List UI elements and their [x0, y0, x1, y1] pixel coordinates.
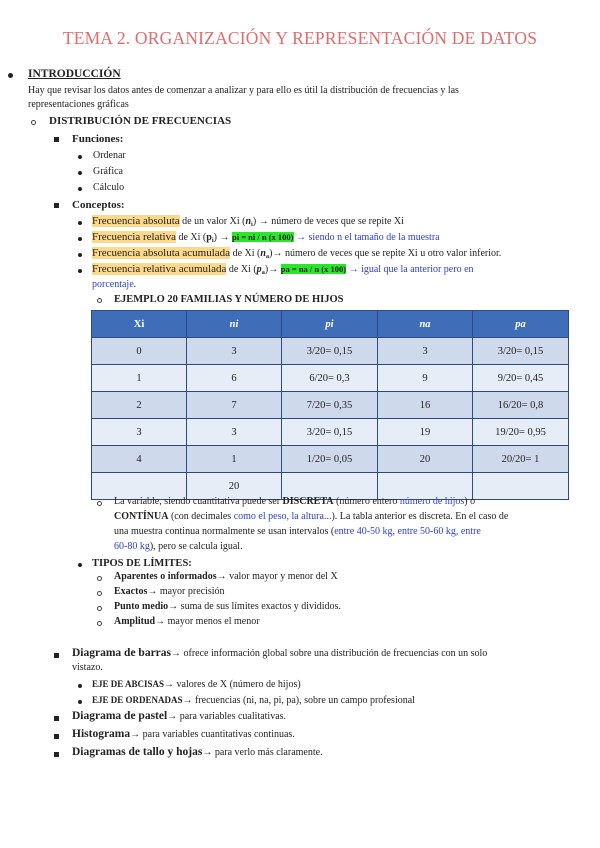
cell: 3/20= 0,15: [282, 419, 378, 446]
cell: 6/20= 0,3: [282, 365, 378, 392]
table-row: [92, 392, 569, 419]
cell: 19: [378, 419, 473, 446]
bullet: [97, 606, 102, 611]
cell: 20: [378, 446, 473, 473]
table-row: [92, 338, 569, 365]
cell: [473, 473, 569, 500]
cell: 19/20= 0,95: [473, 419, 569, 446]
limite-item: Amplitud→ mayor menos el menor: [114, 616, 260, 627]
cell: 16/20= 0,8: [473, 392, 569, 419]
bullet: [54, 752, 59, 757]
concepto-frecuencia-absoluta-acumulada: Frecuencia absoluta acumulada de Xi $(n_a)\to$ número de veces que se repite Xi u otro valor inferior.: [92, 247, 502, 260]
bullet: [97, 621, 102, 626]
funciones-heading: Funciones:: [72, 133, 124, 145]
bullet: [54, 203, 59, 208]
cell: 6: [187, 365, 282, 392]
bullet: [54, 716, 59, 721]
page-title: TEMA 2. ORGANIZACIÓN Y REPRESENTACIÓN DE DATOS: [62, 28, 538, 48]
header-pi: pi: [282, 311, 378, 338]
cell: 4: [92, 446, 187, 473]
limites-heading: TIPOS DE LÍMITES:: [92, 558, 192, 569]
concepto-line2: porcentaje.: [92, 279, 137, 290]
header-pa: pa: [473, 311, 569, 338]
bullet: [78, 269, 82, 273]
table-row: [92, 446, 569, 473]
bullet: [97, 591, 102, 596]
header-ni: ni: [187, 311, 282, 338]
bullet: [54, 137, 59, 142]
intro-heading: INTRODUCCIÓN: [28, 68, 121, 80]
example-heading: EJEMPLO 20 FAMILIAS Y NÚMERO DE HIJOS: [114, 294, 344, 305]
variable-note-line2: CONTÍNUA (con decimales como el peso, la altura...). La tabla anterior es discreta. En el caso de: [114, 511, 509, 522]
bullet: [78, 684, 82, 688]
cell: 20: [187, 473, 282, 500]
cell: 16: [378, 392, 473, 419]
cell: 3/20= 0,15: [282, 338, 378, 365]
bullet: [54, 734, 59, 739]
bullet: [78, 221, 82, 225]
bullet: [97, 576, 102, 581]
variable-note-line3: una muestra continua normalmente se usan intervalos (entre 40-50 kg, entre 50-60 kg, entre: [114, 526, 481, 537]
diagrama-barras: Diagrama de barras→ ofrece información global sobre una distribución de frecuencias con un solo: [72, 647, 488, 659]
concepto-frecuencia-relativa: Frecuencia relativa de Xi $(p_i)$ → pi = ni / n (x 100) → siendo n el tamaño de la muestra: [92, 231, 440, 244]
cell: 2: [92, 392, 187, 419]
cell: 20/20= 1: [473, 446, 569, 473]
eje-abcisas: EJE DE ABCISAS→ valores de X (número de hijos): [92, 679, 301, 690]
cell: 3: [187, 419, 282, 446]
conceptos-heading: Conceptos:: [72, 199, 125, 211]
table-row: [92, 365, 569, 392]
bullet: [78, 563, 82, 567]
bullet: [97, 298, 102, 303]
table-row: [92, 419, 569, 446]
table-header-row: [92, 311, 569, 338]
eje-ordenadas: EJE DE ORDENADAS→ frecuencias (ni, na, pi, pa), sobre un campo profesional: [92, 695, 415, 706]
bullet: [78, 171, 82, 175]
header-na: na: [378, 311, 473, 338]
variable-note-line1: La variable, siendo cuantitativa puede ser DISCRETA (número entero número de hijos) o: [114, 496, 476, 507]
cell: 3: [378, 338, 473, 365]
limite-item: Punto medio→ suma de sus límites exactos y divididos.: [114, 601, 341, 612]
diagrama-barras-line2: vistazo.: [72, 662, 103, 673]
bullet: [78, 187, 82, 191]
bullet: [78, 253, 82, 257]
concepto-frecuencia-absoluta: Frecuencia absoluta de un valor Xi $(n_i)$ → número de veces que se repite Xi: [92, 215, 404, 228]
cell: 3: [92, 419, 187, 446]
bullet: [54, 653, 59, 658]
intro-text-line1: Hay que revisar los datos antes de comenzar a analizar y para ello es útil la distribución de frecuencias y las: [28, 85, 459, 96]
concepto-frecuencia-relativa-acumulada: Frecuencia relativa acumulada de Xi $(p_a)\to$ pa = na / n (x 100) → igual que la anterior pero en: [92, 263, 474, 276]
bullet: [31, 120, 36, 125]
diagrama-tallo-hojas: Diagramas de tallo y hojas→ para verlo más claramente.: [72, 746, 323, 758]
variable-note-line4: 60-80 kg), pero se calcula igual.: [114, 541, 243, 552]
bullet: [8, 73, 13, 78]
frequency-table: [91, 310, 569, 500]
cell: 9: [378, 365, 473, 392]
cell: 7: [187, 392, 282, 419]
header-xi: Xi: [92, 311, 187, 338]
bullet: [97, 501, 102, 506]
diagrama-pastel: Diagrama de pastel→ para variables cualitativas.: [72, 710, 287, 722]
bullet: [78, 700, 82, 704]
cell: 1/20= 0,05: [282, 446, 378, 473]
funcion-item: Ordenar: [93, 150, 126, 161]
limite-item: Aparentes o informados→ valor mayor y menor del X: [114, 571, 338, 582]
limite-item: Exactos→ mayor precisión: [114, 586, 225, 597]
distribucion-heading: DISTRIBUCIÓN DE FRECUENCIAS: [49, 115, 232, 127]
cell: 0: [92, 338, 187, 365]
cell: 9/20= 0,45: [473, 365, 569, 392]
bullet: [78, 237, 82, 241]
cell: 3: [187, 338, 282, 365]
cell: 1: [92, 365, 187, 392]
histograma: Histograma→ para variables cuantitativas continuas.: [72, 728, 295, 740]
funcion-item: Gráfica: [93, 166, 123, 177]
intro-text-line2: representaciones gráficas: [28, 99, 129, 110]
cell: 3/20= 0,15: [473, 338, 569, 365]
bullet: [78, 155, 82, 159]
cell: 7/20= 0,35: [282, 392, 378, 419]
funcion-item: Cálculo: [93, 182, 125, 193]
cell: 1: [187, 446, 282, 473]
